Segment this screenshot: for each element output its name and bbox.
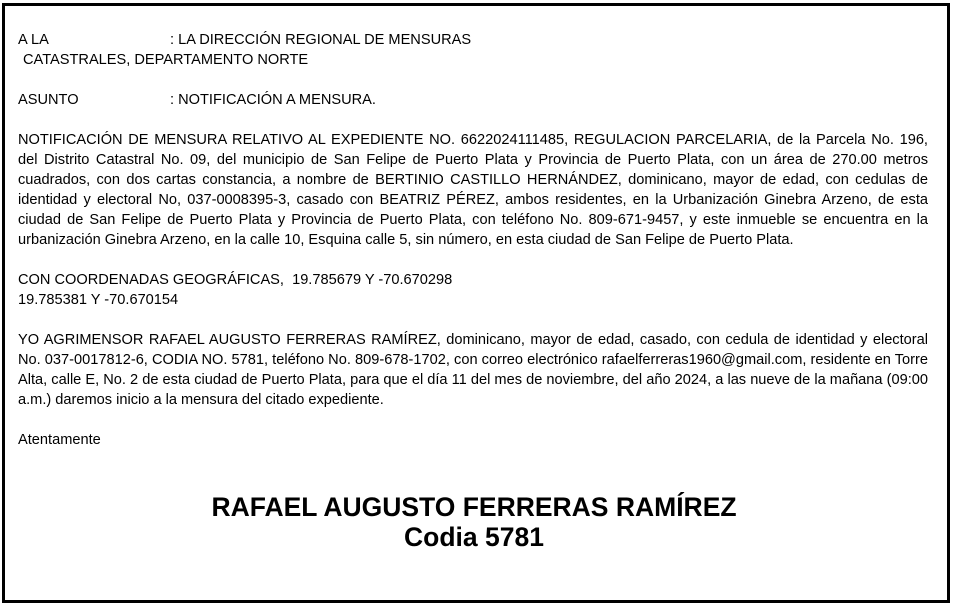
subject-label: ASUNTO — [18, 92, 79, 108]
notification-paragraph: NOTIFICACIÓN DE MENSURA RELATIVO AL EXPEDIENTE NO. 6622024111485, REGULACION PARCELARIA, de la Parcela No. 196, del Distrito Catastral No. 09, del municipio de San Felipe de Puerto Plata y Provincia de Puerto Plata, con un área de 270.00 metros cuadrados, con dos cartas constancia, a nombre de BERTINIO CASTILLO HERNÁNDEZ, dominicano, mayor de edad, con cedulas de identidad y electoral No, 037-0008395-3, casado con BEATRIZ PÉREZ, ambos residentes, en la Urbanización Ginebra Arzeno, de esta ciudad de San Felipe de Puerto Plata y Provincia de Puerto Plata, con teléfono No. 809-671-9457, y este inmueble se encuentra en la urbanización Ginebra Arzeno, en la calle 10, Esquina calle 5, sin número, en esta ciudad de San Felipe de Puerto Plata. — [18, 132, 928, 248]
closing-text: Atentamente — [18, 432, 101, 448]
recipient-row — [18, 30, 928, 50]
coordinates-line-2: 19.785381 Y -70.670154 — [18, 292, 179, 308]
recipient-value: : LA DIRECCIÓN REGIONAL DE MENSURAS — [170, 32, 472, 48]
recipient-label: A LA — [18, 32, 49, 48]
surveyor-paragraph: YO AGRIMENSOR RAFAEL AUGUSTO FERRERAS RAMÍREZ, dominicano, mayor de edad, casado, con cedula de identidad y electoral No. 037-0017812-6, CODIA NO. 5781, teléfono No. 809-678-1702, con correo electrónico rafaelferreras1960@gmail.com, residente en Torre Alta, calle E, No. 2 de esta ciudad de Puerto Plata, para que el día 11 del mes de noviembre, del año 2024, a las nueve de la mañana (09:00 a.m.) daremos inicio a la mensura del citado expediente. — [18, 332, 928, 408]
coordinates-line-1: CON COORDENADAS GEOGRÁFICAS, 19.785679 Y -70.670298 — [18, 272, 453, 288]
recipient-value-continued: CATASTRALES, DEPARTAMENTO NORTE — [23, 52, 309, 68]
signature-name: RAFAEL AUGUSTO FERRERAS RAMÍREZ — [211, 492, 737, 522]
signature-block — [0, 492, 948, 552]
subject-row — [18, 90, 928, 110]
subject-value: : NOTIFICACIÓN A MENSURA. — [170, 92, 376, 108]
signature-codia: Codia 5781 — [404, 522, 544, 552]
document-body — [18, 30, 928, 450]
